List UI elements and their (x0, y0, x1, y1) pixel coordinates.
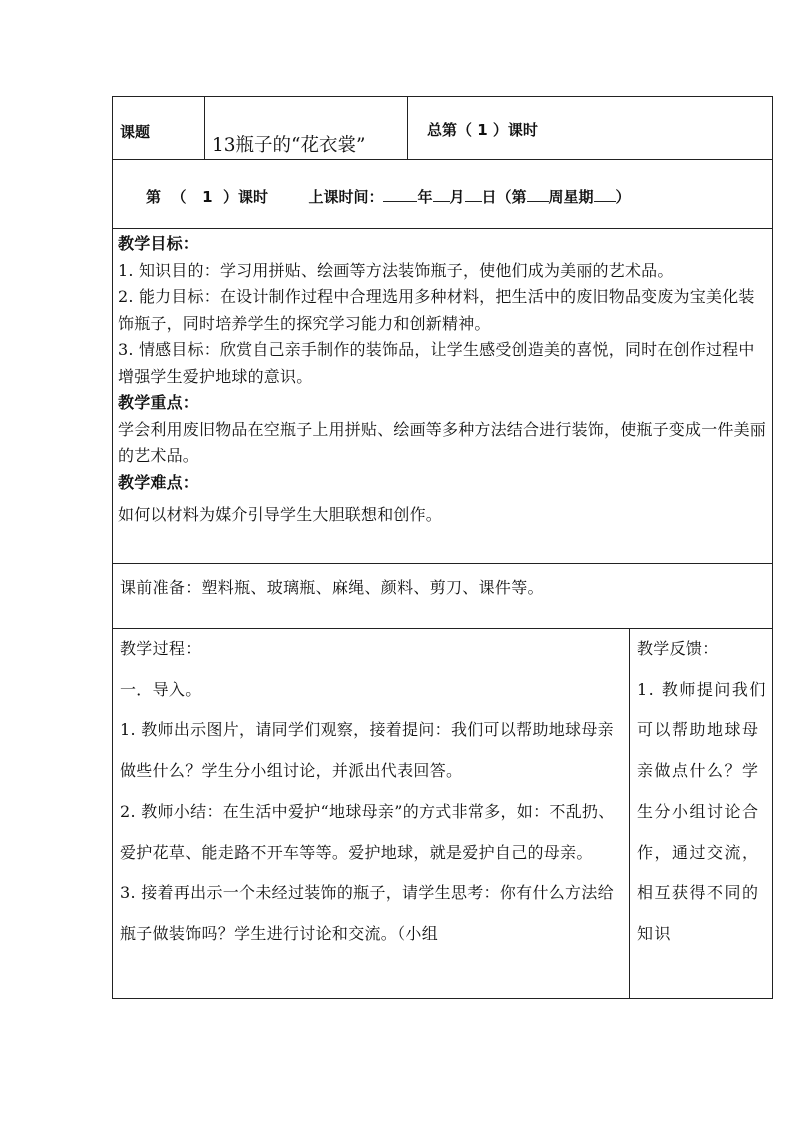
month-blank (433, 187, 450, 202)
goal-knowledge: 1. 知识目的：学习用拼贴、绘画等方法装饰瓶子，使他们成为美丽的艺术品。 (118, 260, 674, 280)
period-label: 第 （ 1 ）课时 (146, 188, 268, 206)
process-intro: 一．导入。 (120, 679, 202, 699)
process-heading: 教学过程： (120, 639, 202, 658)
feedback-heading: 教学反馈： (637, 639, 719, 658)
teaching-goals-heading: 教学目标： (118, 234, 200, 253)
day-blank (465, 187, 482, 202)
goals-block (118, 231, 768, 529)
difficulty-text: 如何以材料为媒介引导学生大胆联想和创作。 (118, 505, 443, 524)
goal-emotion: 3. 情感目标：欣赏自己亲手制作的装饰品，让学生感受创造美的喜悦，同时在创作过程中增强学生爱护地球的意识。 (118, 340, 755, 386)
weekday-blank (594, 187, 616, 202)
process-block (120, 629, 625, 955)
difficulty-heading: 教学难点： (118, 472, 200, 492)
process-step-3: 3. 接着再出示一个未经过装饰的瓶子，请学生思考：你有什么方法给瓶子做装饰吗？学生进行讨论和交流。（小组 (120, 883, 614, 943)
feedback-text: 1. 教师提问我们可以帮助地球母亲做点什么？学生分小组讨论合作，通过交流，相互获得不同的知识 (637, 679, 767, 943)
week-blank (527, 187, 549, 202)
feedback-block (637, 629, 769, 955)
process-step-2: 2. 教师小结：在生活中爱护“地球母亲”的方式非常多，如：不乱扔、爱护花草、能走路不开车等等。爱护地球，就是爱护自己的母亲。 (120, 801, 615, 862)
class-time-label: 上课时间： (308, 188, 384, 206)
goal-ability: 2. 能力目标：在设计制作过程中合理选用多种材料，把生活中的废旧物品变废为宝美化装饰瓶子，同时培养学生的探究学习能力和创新精神。 (118, 287, 755, 333)
key-points-text: 学会利用废旧物品在空瓶子上用拼贴、绘画等多种方法结合进行装饰，使瓶子变成一件美丽的艺术品。 (118, 419, 767, 465)
process-step-1: 1. 教师出示图片，请同学们观察，接着提问：我们可以帮助地球母亲做些什么？学生分小组讨论，并派出代表回答。 (120, 720, 614, 781)
total-period: 总第（ 1 ）课时 (427, 121, 538, 139)
schedule-line: 第 （ 1 ）课时 上课时间： 年 月 日（第 周星期 ） (146, 188, 631, 206)
year-blank (383, 187, 417, 202)
topic-label: 课题 (120, 123, 151, 141)
lesson-title: 13瓶子的“花衣裳” (212, 135, 366, 156)
preparation-text: 课前准备：塑料瓶、玻璃瓶、麻绳、颜料、剪刀、课件等。 (120, 578, 544, 597)
key-points-heading: 教学重点： (118, 393, 200, 412)
